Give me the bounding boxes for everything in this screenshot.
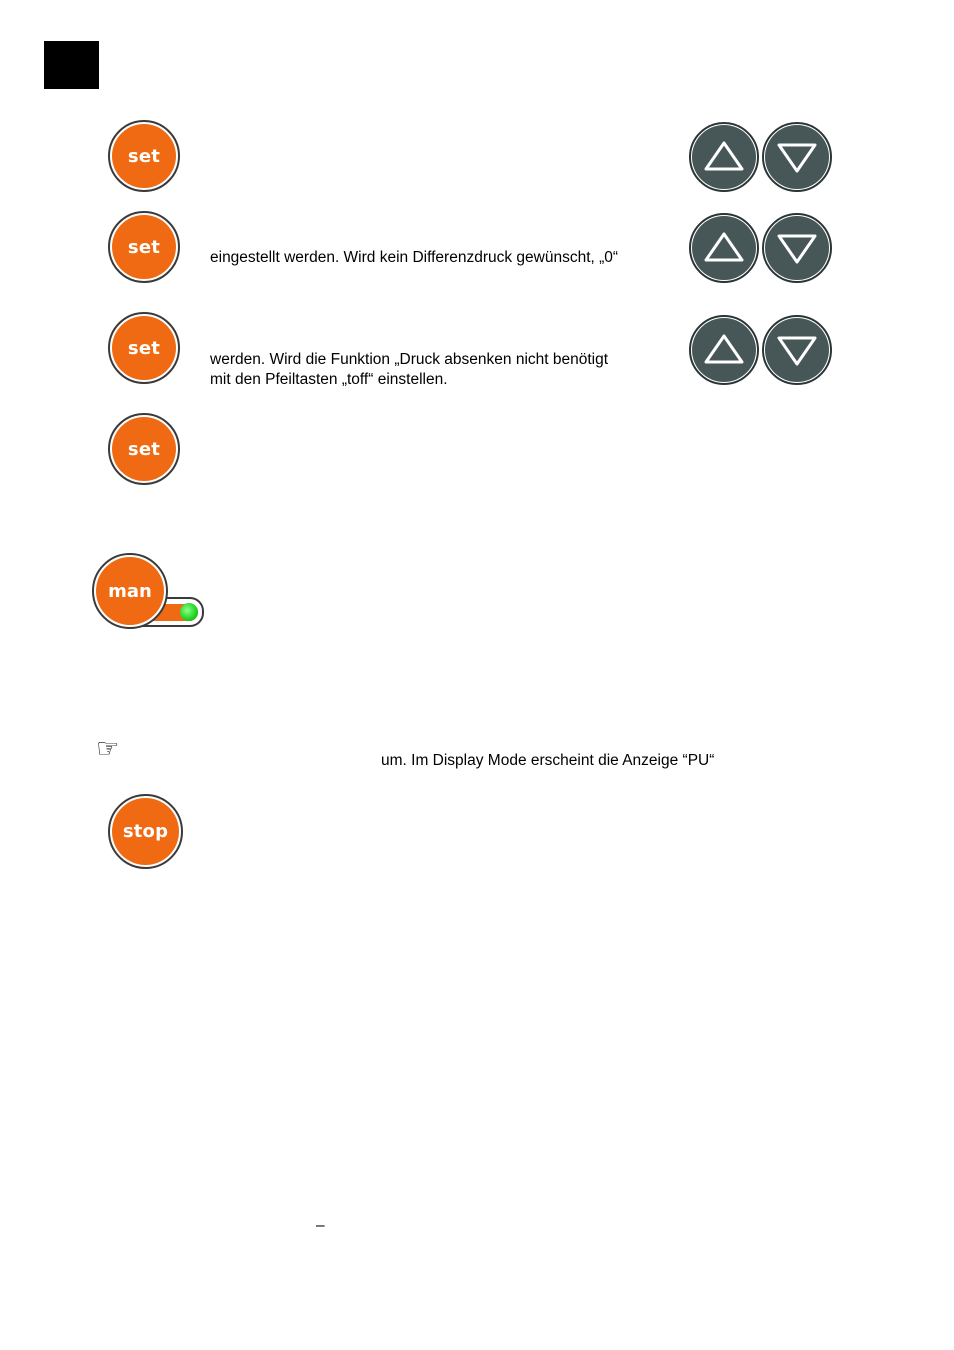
man-button-label: man — [108, 580, 152, 602]
set-button-label: set — [127, 337, 161, 359]
arrow-down-icon — [775, 330, 819, 370]
arrow-up-button[interactable] — [689, 122, 759, 192]
green-led-icon — [180, 603, 198, 621]
set-button-label: set — [127, 145, 161, 167]
arrow-up-button[interactable] — [689, 315, 759, 385]
set-button[interactable] — [108, 312, 180, 384]
section-marker — [44, 41, 99, 89]
man-button[interactable] — [92, 553, 206, 629]
set-button-label: set — [127, 236, 161, 258]
set-button[interactable] — [108, 211, 180, 283]
arrow-up-icon — [702, 137, 746, 177]
arrow-up-icon — [702, 228, 746, 268]
stop-button-label: stop — [122, 821, 169, 842]
note-line: um. Im Display Mode erscheint die Anzeige “PU“ — [381, 752, 715, 769]
paragraph-line: werden. Wird die Funktion „Druck absenken nicht benötigt — [210, 351, 609, 368]
arrow-down-icon — [775, 228, 819, 268]
set-button-label: set — [127, 438, 161, 460]
dash-mark: – — [316, 1217, 325, 1234]
paragraph-line: mit den Pfeiltasten „toff“ einstellen. — [210, 371, 448, 388]
set-button[interactable] — [108, 413, 180, 485]
arrow-up-icon — [702, 330, 746, 370]
paragraph-line: eingestellt werden. Wird kein Differenzdruck gewünscht, „0“ — [210, 249, 619, 266]
set-button[interactable] — [108, 120, 180, 192]
arrow-up-button[interactable] — [689, 213, 759, 283]
arrow-down-icon — [775, 137, 819, 177]
pointing-hand-icon: ☞ — [96, 734, 120, 764]
arrow-down-button[interactable] — [762, 213, 832, 283]
stop-button[interactable] — [108, 794, 183, 869]
arrow-down-button[interactable] — [762, 315, 832, 385]
arrow-down-button[interactable] — [762, 122, 832, 192]
